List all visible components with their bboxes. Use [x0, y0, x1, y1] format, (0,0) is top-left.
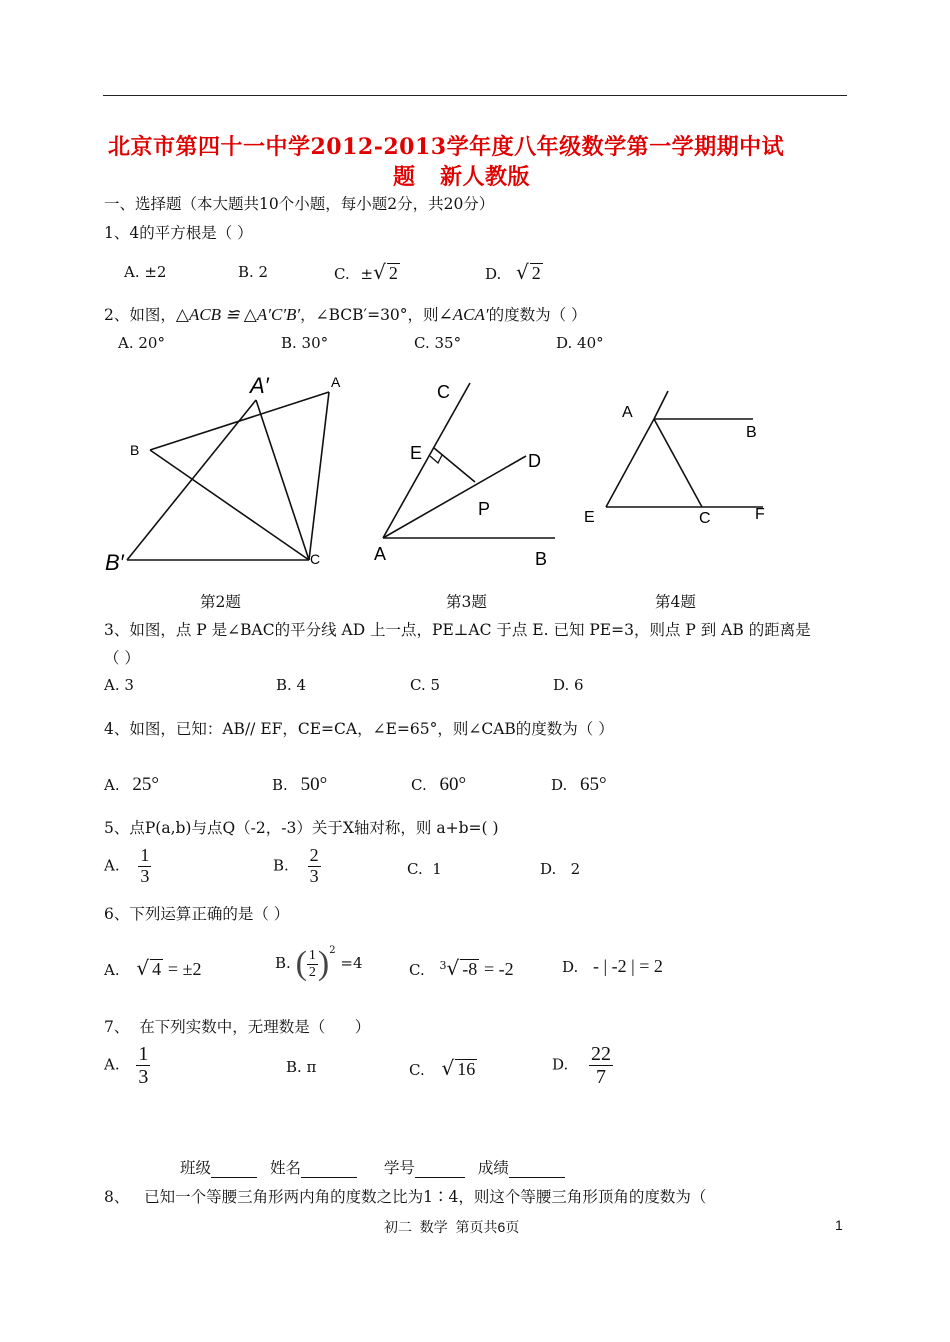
figure-q4-parallel-lines	[575, 385, 775, 535]
q2-option-a: A. 20°	[118, 334, 165, 352]
left-paren-icon: (	[295, 945, 307, 982]
fig4-label-e: E	[584, 509, 595, 526]
class-field[interactable]	[211, 1177, 257, 1178]
page-title-line2: 题 新人教版	[393, 164, 530, 190]
q7-option-d-fraction	[589, 1043, 613, 1088]
q4-option-b	[272, 774, 327, 796]
q2-stem	[104, 303, 587, 325]
fig4-label-c: C	[699, 510, 711, 527]
q1-option-d-radicand: 2	[531, 263, 541, 283]
q6-option-c-radicand: -8	[462, 959, 478, 979]
q5-option-a-numerator: 1	[140, 845, 150, 865]
q7-option-b: B. π	[286, 1058, 317, 1076]
q6-stem: 6、下列运算正确的是（ ）	[104, 905, 290, 923]
q6-option-b-denominator: 2	[308, 964, 316, 980]
q3-stem-blank: （ ）	[104, 649, 140, 667]
q1-option-c-label: C.	[334, 265, 350, 283]
q3-option-a: A. 3	[104, 676, 134, 694]
section-heading: 一、选择题（本大题共10个小题，每小题2分，共20分）	[104, 195, 495, 213]
fig2-label-a-prime: A′	[250, 373, 269, 398]
figure-q3-angle-bisector	[365, 372, 565, 572]
fig3-label-d: D	[528, 451, 541, 471]
q1-option-d-label: D.	[485, 265, 502, 283]
q4-option-c	[411, 774, 466, 796]
q2-option-d: D. 40°	[556, 334, 604, 352]
q2-stem-angle: ∠ACA′	[438, 305, 489, 324]
fig3-label-p: P	[478, 499, 491, 519]
radical-icon: √	[441, 1056, 455, 1080]
radical-icon: √	[446, 956, 460, 980]
q4-option-d-label: D.	[551, 776, 568, 794]
q5-option-b-denominator: 3	[309, 865, 319, 886]
q6-option-d-expression: - | -2 | = 2	[593, 956, 663, 976]
student-id-field[interactable]	[415, 1177, 465, 1178]
q1-option-c-radicand: 2	[388, 263, 398, 283]
q4-option-d	[551, 774, 607, 796]
q2-option-b: B. 30°	[281, 334, 329, 352]
q4-stem: 4、如图，已知：AB// EF，CE=CA，∠E=65°，则∠CAB的度数为（ ）	[104, 720, 614, 738]
q4-option-a-value: 25°	[132, 774, 159, 795]
radical-icon: √	[373, 260, 386, 284]
q4-option-a	[104, 774, 159, 796]
student-id-label: 学号	[383, 1159, 415, 1177]
radical-icon: √	[136, 956, 150, 980]
score-field[interactable]	[509, 1177, 565, 1178]
right-paren-icon: )	[317, 945, 330, 982]
fig3-label-c: C	[437, 382, 450, 402]
q2-stem-pre: 2、如图，	[104, 306, 176, 324]
q5-stem: 5、点P(a,b)与点Q（-2，-3）关于X轴对称，则 a+b=( )	[104, 819, 499, 837]
q2-stem-mid: ，∠BCB′=30°，则	[300, 306, 439, 324]
q6-option-b-result: =4	[340, 954, 363, 972]
q7-option-c-label: C.	[409, 1061, 425, 1079]
q3-option-c: C. 5	[410, 676, 441, 694]
q6-option-a-label: A.	[104, 961, 120, 979]
fig3-caption: 第3题	[446, 593, 487, 611]
page-title-line1: 北京市第四十一中学2012-2013学年度八年级数学第一学期期中试	[108, 134, 785, 160]
q6-option-a-result: = ±2	[167, 959, 202, 979]
fig2-label-b-prime: B′	[105, 550, 124, 575]
q7-option-d-denominator: 7	[596, 1066, 607, 1088]
fig3-label-a: A	[374, 544, 387, 564]
q6-option-c-label: C.	[409, 961, 425, 979]
q5-option-d: D. 2	[540, 860, 581, 878]
fig4-label-b: B	[746, 424, 757, 441]
q7-option-a-denominator: 3	[138, 1066, 149, 1088]
q6-option-d	[562, 956, 663, 977]
q5-option-c: C. 1	[407, 860, 442, 878]
q1-option-a: A. ±2	[124, 263, 167, 281]
fig2-label-a: A	[331, 374, 341, 390]
q5-option-b-fraction	[308, 846, 321, 887]
q3-stem: 3、如图，点 P 是∠BAC的平分线 AD 上一点，PE⊥AC 于点 E. 已知 PE=3，则点 P 到 AB 的距离是	[104, 621, 811, 639]
q3-option-d: D. 6	[553, 676, 584, 694]
name-field[interactable]	[301, 1177, 357, 1178]
q7-option-c-radicand: 16	[457, 1059, 476, 1079]
fig2-caption: 第2题	[200, 593, 241, 611]
q7-option-d-label: D.	[552, 1055, 569, 1074]
q7-option-a-numerator: 1	[138, 1043, 149, 1065]
q7-option-d	[552, 1043, 613, 1088]
q6-option-b-label: B.	[275, 954, 291, 972]
q7-option-c	[409, 1056, 477, 1080]
q5-option-a-label: A.	[104, 856, 120, 875]
q6-option-b	[275, 945, 363, 983]
class-label: 班级	[180, 1159, 212, 1177]
q1-stem: 1、4的平方根是（ ）	[104, 224, 253, 242]
fig3-label-e: E	[410, 443, 423, 463]
q1-option-c	[334, 260, 400, 284]
q1-option-d	[485, 260, 543, 284]
q3-option-b: B. 4	[276, 676, 307, 694]
q7-option-a-label: A.	[104, 1055, 120, 1074]
page-number: 1	[835, 1217, 843, 1233]
q4-option-b-value: 50°	[300, 774, 328, 795]
q6-option-c-result: = -2	[484, 959, 514, 979]
q5-option-b-numerator: 2	[309, 845, 319, 865]
radical-icon: √	[516, 260, 529, 284]
q5-option-a-denominator: 3	[140, 865, 150, 886]
q6-option-a-radicand: 4	[152, 959, 162, 979]
q2-stem-post: 的度数为（ ）	[488, 306, 587, 324]
q4-option-d-value: 65°	[580, 774, 607, 795]
fig4-caption: 第4题	[655, 593, 696, 611]
q6-option-b-numerator: 1	[308, 948, 316, 964]
fig4-label-f: F	[755, 506, 765, 523]
q6-option-c-root-index: 3	[439, 959, 447, 972]
header-rule	[103, 95, 847, 96]
q7-option-d-numerator: 22	[591, 1043, 612, 1065]
q6-option-c	[409, 956, 514, 980]
q4-option-c-label: C.	[411, 776, 427, 794]
fig3-label-b: B	[535, 549, 548, 569]
q5-option-a	[104, 846, 151, 887]
q4-option-b-label: B.	[272, 776, 288, 794]
q5-option-a-fraction	[138, 846, 151, 887]
q2-stem-congruence: △ACB ≌ △A′C′B′	[175, 305, 301, 324]
score-label: 成绩	[477, 1159, 509, 1177]
q7-option-a-fraction	[136, 1043, 150, 1088]
q5-option-b	[273, 846, 321, 887]
q1-option-c-sign: ±	[360, 265, 374, 283]
q6-option-d-label: D.	[562, 958, 579, 976]
q7-stem: 7、 在下列实数中，无理数是（ ）	[104, 1018, 371, 1036]
fig2-label-b: B	[130, 442, 140, 458]
name-label: 姓名	[269, 1159, 301, 1177]
q4-option-c-value: 60°	[439, 774, 467, 795]
page-footer: 初二 数学 第页共6页	[384, 1219, 520, 1235]
q2-option-c: C. 35°	[414, 334, 462, 352]
fig4-label-a: A	[622, 404, 633, 421]
figure-q2-triangles	[100, 365, 350, 580]
student-info-row	[180, 1156, 565, 1178]
q6-option-a	[104, 956, 201, 980]
fig2-label-c: C	[310, 551, 321, 567]
q4-option-a-label: A.	[104, 776, 120, 794]
q5-option-b-label: B.	[273, 856, 289, 875]
q1-option-b: B. 2	[238, 263, 269, 281]
q7-option-a	[104, 1043, 150, 1088]
q6-option-b-exponent: 2	[329, 945, 336, 956]
q8-stem: 8、 已知一个等腰三角形两内角的度数之比为1∶4，则这个等腰三角形顶角的度数为（	[104, 1188, 707, 1206]
q6-option-b-fraction	[307, 948, 318, 980]
